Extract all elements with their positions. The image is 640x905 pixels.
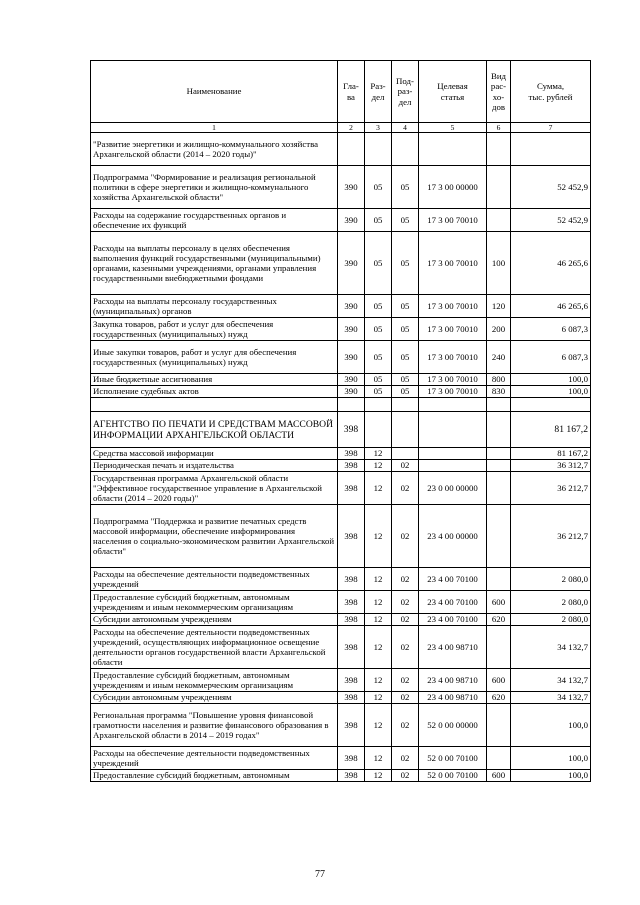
row-podrazdel: 02 <box>392 505 419 568</box>
row-podrazdel: 02 <box>392 472 419 505</box>
header-sum: Сумма, тыс. рублей <box>511 61 591 123</box>
table-row <box>91 386 591 398</box>
row-podrazdel: 02 <box>392 692 419 704</box>
row-name: Расходы на выплаты персоналу государственных (муниципальных) органов <box>91 295 338 318</box>
row-sum: 36 312,7 <box>511 460 591 472</box>
row-sum: 100,0 <box>511 770 591 782</box>
row-podrazdel: 02 <box>392 568 419 591</box>
row-vid <box>487 166 511 209</box>
row-podrazdel: 02 <box>392 704 419 747</box>
table-row <box>91 166 591 209</box>
row-razdel: 12 <box>365 770 392 782</box>
row-target <box>419 412 487 448</box>
row-target: 23 4 00 98710 <box>419 692 487 704</box>
row-vid <box>487 460 511 472</box>
header-vid: Вид рас- хо- дов <box>487 61 511 123</box>
row-target: 17 3 00 70010 <box>419 386 487 398</box>
row-glava <box>338 398 365 412</box>
row-vid: 620 <box>487 692 511 704</box>
table-row <box>91 398 591 412</box>
row-target: 17 3 00 70010 <box>419 232 487 295</box>
column-number: 7 <box>511 123 591 133</box>
row-vid: 600 <box>487 669 511 692</box>
row-glava: 390 <box>338 232 365 295</box>
row-razdel <box>365 133 392 166</box>
row-sum: 36 212,7 <box>511 472 591 505</box>
column-number: 1 <box>91 123 338 133</box>
row-sum: 46 265,6 <box>511 232 591 295</box>
row-name: Средства массовой информации <box>91 448 338 460</box>
row-name: Расходы на выплаты персоналу в целях обеспечения выполнения функций государственными (муниципальными) органами, казенными учреждениями, органами управления государственными внебюджетными фондами <box>91 232 338 295</box>
row-podrazdel: 02 <box>392 614 419 626</box>
row-razdel: 12 <box>365 448 392 460</box>
row-target: 17 3 00 70010 <box>419 341 487 374</box>
column-number: 4 <box>392 123 419 133</box>
row-target: 23 4 00 70100 <box>419 591 487 614</box>
row-sum: 100,0 <box>511 374 591 386</box>
row-target <box>419 448 487 460</box>
row-glava: 398 <box>338 614 365 626</box>
header-glava: Гла- ва <box>338 61 365 123</box>
header-name: Наименование <box>91 61 338 123</box>
row-name: Расходы на содержание государственных органов и обеспечение их функций <box>91 209 338 232</box>
row-target: 17 3 00 70010 <box>419 209 487 232</box>
row-glava: 398 <box>338 460 365 472</box>
row-razdel: 12 <box>365 614 392 626</box>
row-name: АГЕНТСТВО ПО ПЕЧАТИ И СРЕДСТВАМ МАССОВОЙ ИНФОРМАЦИИ АРХАНГЕЛЬСКОЙ ОБЛАСТИ <box>91 412 338 448</box>
row-glava: 390 <box>338 374 365 386</box>
row-glava: 398 <box>338 448 365 460</box>
page-number: 77 <box>315 869 325 880</box>
row-razdel: 12 <box>365 460 392 472</box>
row-glava <box>338 133 365 166</box>
row-sum: 2 080,0 <box>511 591 591 614</box>
row-podrazdel: 02 <box>392 747 419 770</box>
row-target: 17 3 00 70010 <box>419 295 487 318</box>
row-razdel: 05 <box>365 209 392 232</box>
row-podrazdel: 02 <box>392 626 419 669</box>
row-vid <box>487 133 511 166</box>
row-razdel: 12 <box>365 472 392 505</box>
table-row <box>91 614 591 626</box>
row-target: 23 4 00 70100 <box>419 568 487 591</box>
column-number: 5 <box>419 123 487 133</box>
row-razdel: 12 <box>365 505 392 568</box>
table-body <box>91 133 591 782</box>
row-vid: 620 <box>487 614 511 626</box>
row-sum: 6 087,3 <box>511 341 591 374</box>
row-target: 23 0 00 00000 <box>419 472 487 505</box>
row-name: Подпрограмма "Поддержка и развитие печатных средств массовой информации, обеспечение информирования населения о социально-экономическом развитии Архангельской области" <box>91 505 338 568</box>
row-vid <box>487 568 511 591</box>
table-row <box>91 232 591 295</box>
table-row <box>91 448 591 460</box>
row-vid: 120 <box>487 295 511 318</box>
row-podrazdel: 05 <box>392 341 419 374</box>
row-vid <box>487 412 511 448</box>
row-vid <box>487 704 511 747</box>
row-vid <box>487 398 511 412</box>
row-name: Расходы на обеспечение деятельности подведомственных учреждений <box>91 568 338 591</box>
row-glava: 398 <box>338 626 365 669</box>
row-glava: 398 <box>338 669 365 692</box>
row-target: 23 4 00 70100 <box>419 614 487 626</box>
row-glava: 398 <box>338 412 365 448</box>
row-name: Региональная программа "Повышение уровня финансовой грамотности населения и развитие финансового образования в Архангельской области в 2014 – 2019 годах" <box>91 704 338 747</box>
row-vid <box>487 747 511 770</box>
row-sum: 2 080,0 <box>511 568 591 591</box>
table-row <box>91 747 591 770</box>
row-razdel <box>365 398 392 412</box>
table-row <box>91 692 591 704</box>
row-razdel: 12 <box>365 692 392 704</box>
row-glava: 390 <box>338 209 365 232</box>
row-razdel: 05 <box>365 318 392 341</box>
row-razdel: 05 <box>365 386 392 398</box>
column-number: 6 <box>487 123 511 133</box>
row-podrazdel: 05 <box>392 386 419 398</box>
row-name: Расходы на обеспечение деятельности подведомственных учреждений <box>91 747 338 770</box>
row-razdel: 05 <box>365 295 392 318</box>
row-podrazdel: 05 <box>392 318 419 341</box>
row-target: 23 4 00 00000 <box>419 505 487 568</box>
table-row <box>91 568 591 591</box>
row-razdel: 05 <box>365 232 392 295</box>
row-sum: 34 132,7 <box>511 692 591 704</box>
row-razdel: 12 <box>365 669 392 692</box>
row-glava: 398 <box>338 747 365 770</box>
row-glava: 390 <box>338 318 365 341</box>
row-name: Государственная программа Архангельской области "Эффективное государственное управление в Архангельской области (2014 – 2020 годы)" <box>91 472 338 505</box>
row-name: Иные бюджетные ассигнования <box>91 374 338 386</box>
row-sum: 34 132,7 <box>511 669 591 692</box>
row-razdel: 05 <box>365 166 392 209</box>
row-vid: 200 <box>487 318 511 341</box>
table-header-row <box>91 61 591 123</box>
row-target <box>419 398 487 412</box>
table-row <box>91 669 591 692</box>
column-number-row <box>91 123 591 133</box>
row-name: Исполнение судебных актов <box>91 386 338 398</box>
row-glava: 390 <box>338 295 365 318</box>
row-name: Закупка товаров, работ и услуг для обеспечения государственных (муниципальных) нужд <box>91 318 338 341</box>
row-sum: 52 452,9 <box>511 166 591 209</box>
row-name: Предоставление субсидий бюджетным, автономным учреждениям и иным некоммерческим организациям <box>91 669 338 692</box>
table-row <box>91 295 591 318</box>
row-name: Периодическая печать и издательства <box>91 460 338 472</box>
row-glava: 398 <box>338 704 365 747</box>
table-row <box>91 626 591 669</box>
row-vid: 600 <box>487 770 511 782</box>
row-sum: 100,0 <box>511 747 591 770</box>
row-glava: 398 <box>338 472 365 505</box>
row-name: Субсидии автономным учреждениям <box>91 614 338 626</box>
row-vid <box>487 505 511 568</box>
row-target <box>419 460 487 472</box>
row-target: 17 3 00 00000 <box>419 166 487 209</box>
row-target: 23 4 00 98710 <box>419 669 487 692</box>
row-podrazdel: 02 <box>392 770 419 782</box>
row-vid: 100 <box>487 232 511 295</box>
row-target: 52 0 00 00000 <box>419 704 487 747</box>
row-target: 17 3 00 70010 <box>419 318 487 341</box>
row-podrazdel: 05 <box>392 374 419 386</box>
row-razdel: 12 <box>365 626 392 669</box>
row-sum <box>511 133 591 166</box>
row-podrazdel: 02 <box>392 591 419 614</box>
row-podrazdel: 05 <box>392 166 419 209</box>
row-glava: 398 <box>338 770 365 782</box>
row-vid <box>487 448 511 460</box>
row-podrazdel: 02 <box>392 460 419 472</box>
row-sum: 100,0 <box>511 386 591 398</box>
row-sum: 81 167,2 <box>511 412 591 448</box>
row-glava: 398 <box>338 591 365 614</box>
row-glava: 390 <box>338 386 365 398</box>
row-target <box>419 133 487 166</box>
column-number: 2 <box>338 123 365 133</box>
table-row <box>91 412 591 448</box>
row-podrazdel: 05 <box>392 232 419 295</box>
row-vid: 830 <box>487 386 511 398</box>
row-glava: 398 <box>338 505 365 568</box>
row-name <box>91 398 338 412</box>
row-name: Предоставление субсидий бюджетным, автономным <box>91 770 338 782</box>
row-name: Иные закупки товаров, работ и услуг для обеспечения государственных (муниципальных) нужд <box>91 341 338 374</box>
table-row <box>91 318 591 341</box>
table-row <box>91 704 591 747</box>
row-sum: 46 265,6 <box>511 295 591 318</box>
row-sum: 34 132,7 <box>511 626 591 669</box>
row-sum <box>511 398 591 412</box>
row-razdel: 12 <box>365 591 392 614</box>
row-target: 17 3 00 70010 <box>419 374 487 386</box>
table-row <box>91 591 591 614</box>
row-glava: 398 <box>338 568 365 591</box>
row-razdel: 12 <box>365 747 392 770</box>
column-number: 3 <box>365 123 392 133</box>
budget-table <box>90 60 591 782</box>
table-row <box>91 209 591 232</box>
row-razdel: 12 <box>365 568 392 591</box>
row-razdel <box>365 412 392 448</box>
row-podrazdel <box>392 448 419 460</box>
row-name: Субсидии автономным учреждениям <box>91 692 338 704</box>
row-name: "Развитие энергетики и жилищно-коммунального хозяйства Архангельской области (2014 – 2020 годы)" <box>91 133 338 166</box>
row-name: Предоставление субсидий бюджетным, автономным учреждениям и иным некоммерческим организациям <box>91 591 338 614</box>
row-podrazdel <box>392 412 419 448</box>
row-glava: 398 <box>338 692 365 704</box>
row-vid: 600 <box>487 591 511 614</box>
row-razdel: 12 <box>365 704 392 747</box>
table-row <box>91 133 591 166</box>
table-row <box>91 374 591 386</box>
table-row <box>91 505 591 568</box>
row-podrazdel: 02 <box>392 669 419 692</box>
row-sum: 81 167,2 <box>511 448 591 460</box>
row-podrazdel <box>392 398 419 412</box>
header-razdel: Раз- дел <box>365 61 392 123</box>
row-glava: 390 <box>338 341 365 374</box>
row-sum: 100,0 <box>511 704 591 747</box>
row-vid: 240 <box>487 341 511 374</box>
table-row <box>91 341 591 374</box>
row-vid <box>487 209 511 232</box>
row-podrazdel: 05 <box>392 295 419 318</box>
row-sum: 36 212,7 <box>511 505 591 568</box>
row-name: Подпрограмма "Формирование и реализация региональной политики в сфере энергетики и жилищно-коммунального хозяйства Архангельской области" <box>91 166 338 209</box>
row-sum: 52 452,9 <box>511 209 591 232</box>
header-podrazdel: Под- раз- дел <box>392 61 419 123</box>
row-podrazdel <box>392 133 419 166</box>
header-target: Целевая статья <box>419 61 487 123</box>
row-vid: 800 <box>487 374 511 386</box>
row-target: 52 0 00 70100 <box>419 747 487 770</box>
row-sum: 6 087,3 <box>511 318 591 341</box>
table-row <box>91 472 591 505</box>
table-row <box>91 770 591 782</box>
row-target: 52 0 00 70100 <box>419 770 487 782</box>
row-razdel: 05 <box>365 374 392 386</box>
row-sum: 2 080,0 <box>511 614 591 626</box>
row-target: 23 4 00 98710 <box>419 626 487 669</box>
row-vid <box>487 472 511 505</box>
row-glava: 390 <box>338 166 365 209</box>
row-vid <box>487 626 511 669</box>
row-podrazdel: 05 <box>392 209 419 232</box>
table-row <box>91 460 591 472</box>
row-razdel: 05 <box>365 341 392 374</box>
row-name: Расходы на обеспечение деятельности подведомственных учреждений, осуществляющих информационное освещение деятельности органов государственной власти Архангельской области <box>91 626 338 669</box>
